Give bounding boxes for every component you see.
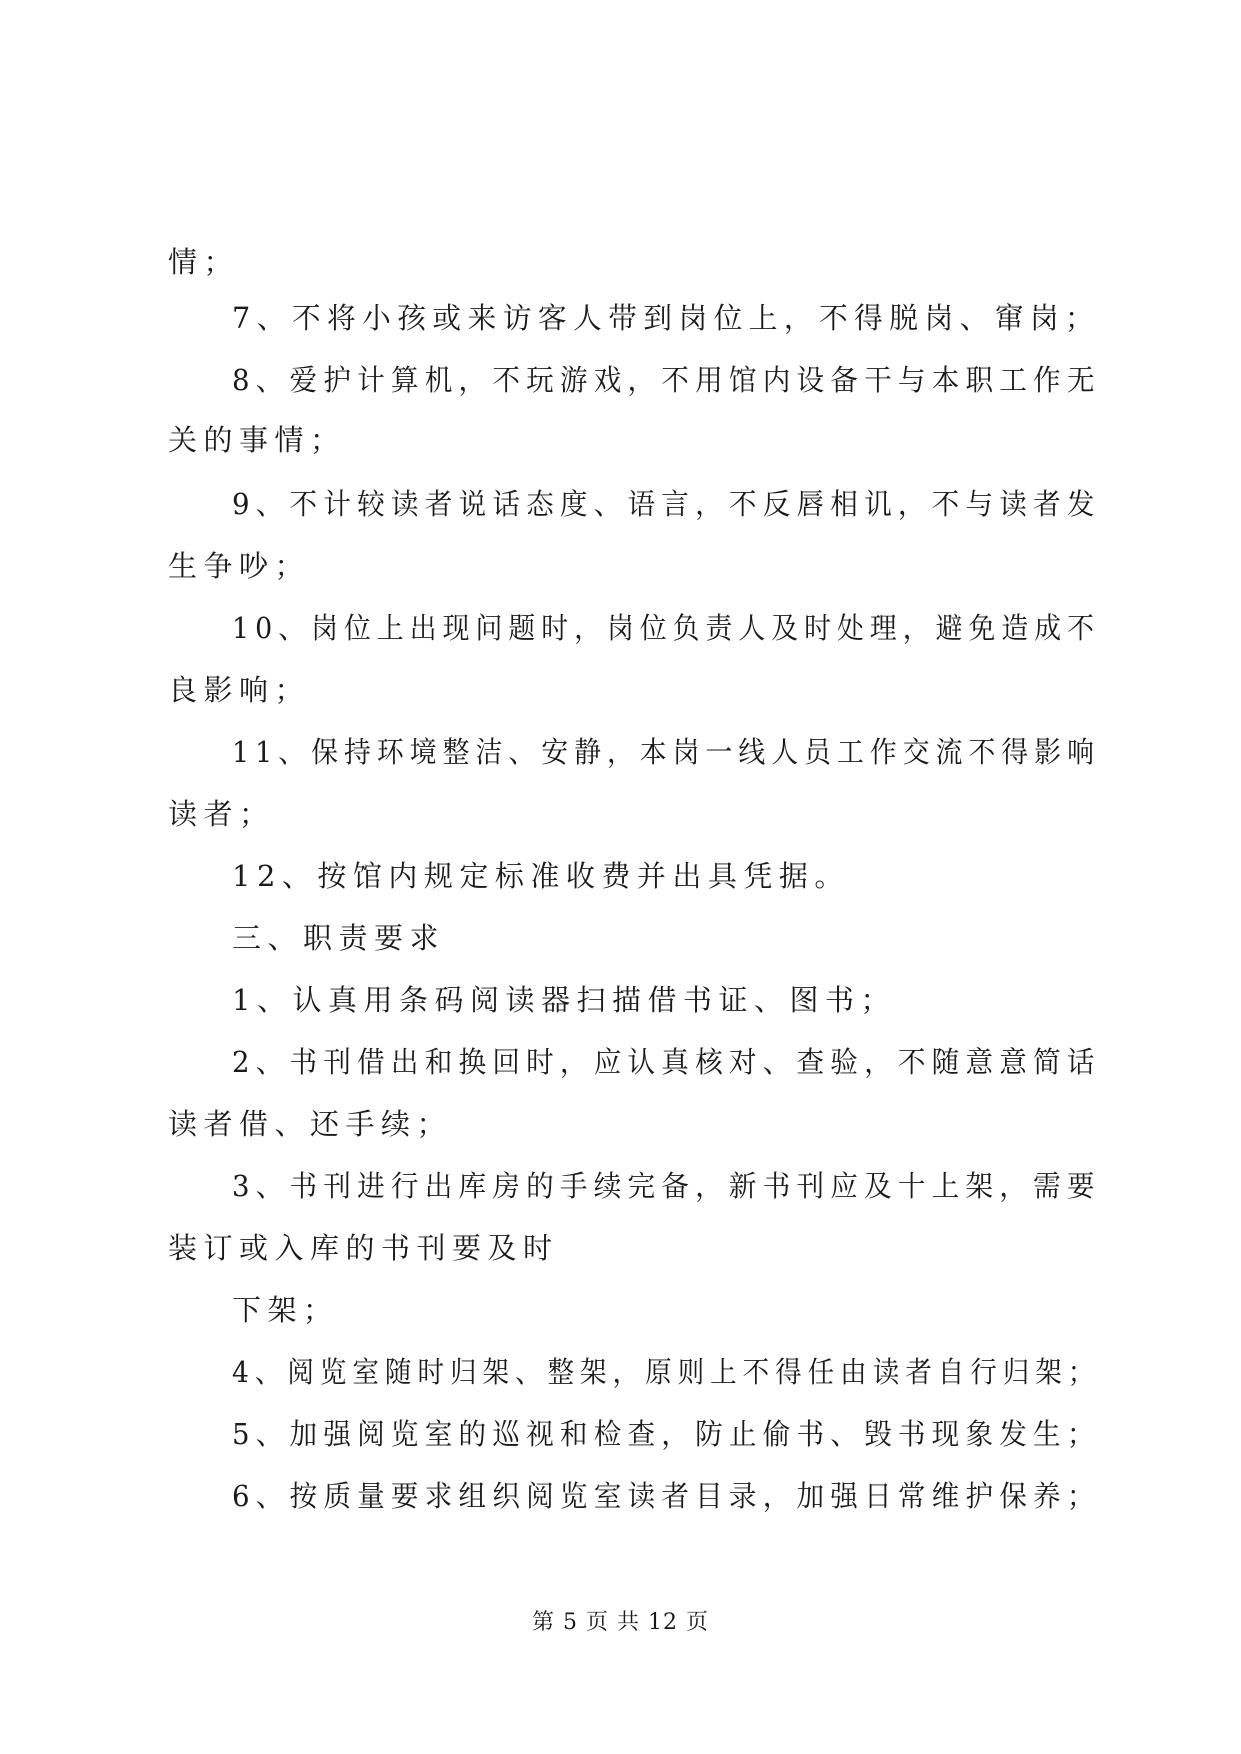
text-line: 读者借、还手续； [168, 1107, 453, 1141]
text-line: 读者； [168, 797, 275, 831]
text-line: 生争吵； [168, 549, 311, 583]
text-line: 7、不将小孩或来访客人带到岗位上，不得脱岗、窜岗； [232, 301, 1101, 335]
text-line: 装订或入库的书刊要及时 [168, 1231, 559, 1265]
text-line: 12、按馆内规定标准收费并出具凭据。 [232, 859, 850, 893]
text-line: 3、书刊进行出库房的手续完备，新书刊应及十上架，需要 [232, 1169, 1101, 1203]
text-line: 情； [168, 245, 240, 279]
text-line: 1、认真用条码阅读器扫描借书证、图书； [232, 983, 896, 1017]
text-line: 8、爱护计算机，不玩游戏，不用馆内设备干与本职工作无 [232, 363, 1101, 397]
text-line: 6、按质量要求组织阅览室读者目录，加强日常维护保养； [232, 1479, 1101, 1513]
text-line: 11、保持环境整洁、安静，本岗一线人员工作交流不得影响 [232, 735, 1101, 769]
text-line: 关的事情； [168, 423, 346, 457]
text-line: 5、加强阅览室的巡视和检查，防止偷书、毁书现象发生； [232, 1417, 1101, 1451]
page-number-footer: 第 5 页 共 12 页 [532, 1610, 709, 1635]
text-line: 4、阅览室随时归架、整架，原则上不得任由读者自行归架； [232, 1355, 1101, 1389]
text-line: 9、不计较读者说话态度、语言，不反唇相讥，不与读者发 [232, 487, 1101, 521]
text-line: 10、岗位上出现问题时，岗位负责人及时处理，避免造成不 [232, 611, 1101, 645]
text-line: 良影响； [168, 673, 311, 707]
text-line: 下架； [232, 1293, 339, 1327]
section-heading: 三、职责要求 [232, 921, 446, 955]
text-line: 2、书刊借出和换回时，应认真核对、查验，不随意意简话 [232, 1045, 1101, 1079]
